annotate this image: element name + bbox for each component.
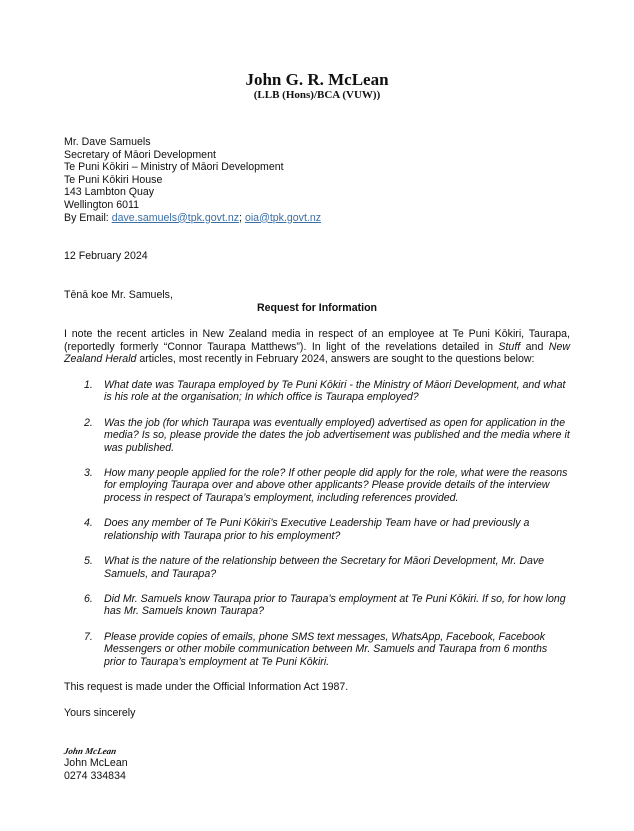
question-number: 7. — [84, 630, 93, 643]
letterhead-credentials: (LLB (Hons)/BCA (VUW)) — [253, 89, 381, 101]
intro-text-end: articles, most recently in February 2024, answers are sought to the questions below: — [136, 353, 535, 366]
subject-heading: Request for Information — [256, 302, 378, 315]
recipient-line: Wellington 6011 — [64, 198, 139, 211]
email-link-secretary[interactable]: dave.samuels@tpk.govt.nz — [111, 211, 240, 224]
question-text: What is the nature of the relationship between the Secretary for Māori Development, Mr. Dave Samuels, and Taurapa? — [104, 555, 545, 580]
intro-and: and — [520, 340, 549, 353]
question-item — [64, 379, 570, 404]
question-text: Did Mr. Samuels know Taurapa prior to Taurapa’s employment at Te Puni Kōkiri. If so, for how long has Mr. Samuels known Taurapa? — [104, 592, 566, 618]
email-label: By Email: — [64, 211, 112, 224]
question-item — [64, 593, 570, 618]
recipient-address — [64, 136, 570, 224]
signer-phone: 0274 334834 — [64, 769, 126, 782]
signoff: Yours sincerely — [64, 706, 136, 719]
question-number: 6. — [84, 592, 93, 605]
handwritten-signature: John McLean — [63, 746, 118, 757]
recipient-email-line — [64, 212, 570, 225]
question-number: 2. — [84, 416, 93, 429]
question-item — [64, 631, 570, 669]
recipient-line: Secretary of Māori Development — [64, 148, 216, 161]
letter-date: 12 February 2024 — [64, 250, 148, 263]
question-item — [64, 555, 570, 580]
intro-herald: New Zealand Herald — [64, 340, 570, 366]
question-number: 4. — [84, 517, 93, 530]
intro-stuff: Stuff — [498, 340, 521, 353]
question-number: 1. — [84, 378, 93, 391]
question-item — [64, 517, 570, 542]
question-number: 5. — [84, 555, 93, 568]
question-text: Does any member of Te Puni Kōkiri’s Executive Leadership Team have or had previously a relationship with Taurapa prior to his employment? — [104, 517, 530, 542]
signer-name: John McLean — [64, 757, 128, 770]
question-text: Was the job (for which Taurapa was eventually employed) advertised as open for application in the media? Is so, please provide the dates the job advertisement was published and the media where it was published. — [104, 416, 570, 454]
email-separator: ; — [239, 211, 245, 224]
question-text: What date was Taurapa employed by Te Puni Kōkiri - the Ministry of Māori Development, and what is his role at the organisation; In which office is Taurapa employed? — [104, 378, 566, 404]
intro-paragraph — [64, 328, 570, 366]
recipient-line: 143 Lambton Quay — [64, 186, 155, 199]
closing-statement: This request is made under the Official Information Act 1987. — [64, 680, 349, 693]
question-item — [64, 417, 570, 455]
recipient-line: Te Puni Kōkiri – Ministry of Māori Development — [64, 161, 284, 174]
recipient-line: Te Puni Kōkiri House — [64, 173, 163, 186]
email-link-oia[interactable]: oia@tpk.govt.nz — [244, 211, 322, 224]
question-text: How many people applied for the role? If other people did apply for the role, what were the reasons for employing Taurapa over and above other applicants? Please provide details of the interview process in respect of Taurapa’s employment, including references provided. — [104, 466, 568, 505]
letterhead-name: John G. R. McLean — [245, 70, 389, 89]
question-list — [64, 379, 570, 669]
question-item — [64, 467, 570, 505]
recipient-line: Mr. Dave Samuels — [64, 136, 151, 148]
intro-text: I note the recent articles in New Zealand media in respect of an employee at Te Puni Kōkiri, Taurapa, (reportedly formerly “Connor Taurapa Matthews”). In light of the revelations detailed in — [64, 327, 570, 353]
greeting: Tēnā koe Mr. Samuels, — [64, 288, 173, 301]
question-number: 3. — [84, 466, 93, 479]
question-text: Please provide copies of emails, phone SMS text messages, WhatsApp, Facebook, Facebook Messengers or other mobile communication between Mr. Samuels and Taurapa from 6 months prior to Taurapa’s employment at Te Puni Kōkiri. — [104, 630, 548, 668]
